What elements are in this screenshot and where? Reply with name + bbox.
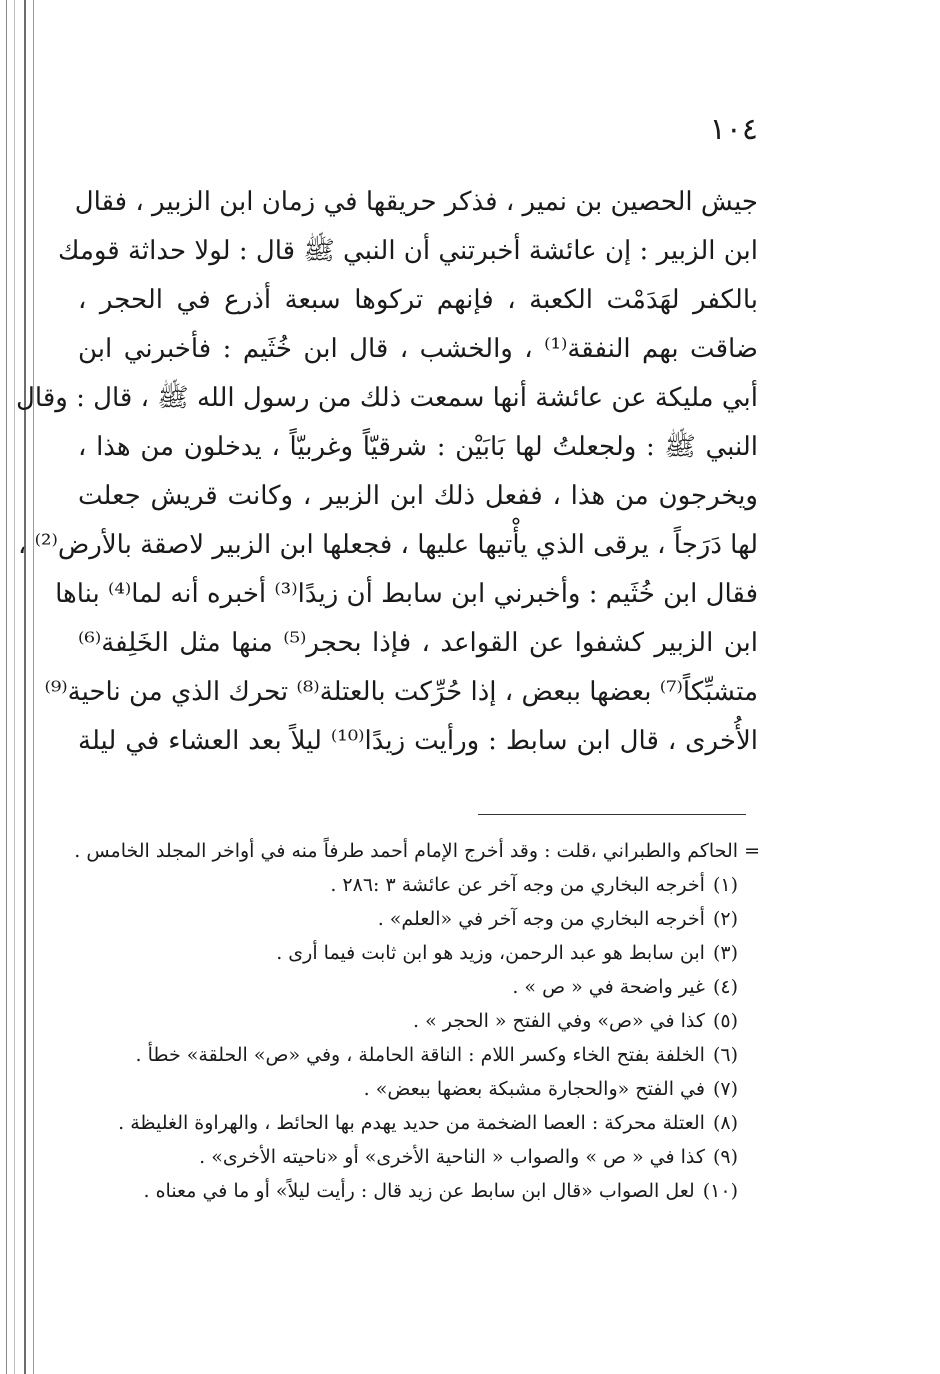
footnote-text: الخلفة بفتح الخاء وكسر اللام : الناقة الحاملة ، وفي «ص» الحلقة» خطأ . <box>135 1044 705 1066</box>
footnote-item <box>78 1038 760 1072</box>
body-line: ضاقت بهم النفقة⁽¹⁾ ، والخشب ، قال ابن خُثَيم : فأخبرني ابن <box>78 334 758 364</box>
footnote-number: (٥) <box>712 1010 738 1032</box>
footnote-text: العتلة محركة : العصا الضخمة من حديد يهدم بها الحائط ، والهراوة الغليظة . <box>118 1112 705 1134</box>
body-text <box>16 178 758 766</box>
footnote-continuation: = الحاكم والطبراني ،قلت : وقد أخرج الإمام أحمد طرفاً منه في أواخر المجلد الخامس . <box>74 840 760 862</box>
body-line: الأُخرى ، قال ابن سابط : ورأيت زيدًا⁽¹⁰⁾ ليلاً بعد العشاء في ليلة <box>78 726 758 756</box>
scan-edge-line <box>24 0 26 1374</box>
body-line: متشبِّكاً⁽⁷⁾ بعضها ببعض ، إذا حُرِّكت بالعتلة⁽⁸⁾ تحرك الذي من ناحية⁽⁹⁾ <box>44 677 758 707</box>
footnote-item <box>78 1072 760 1106</box>
footnote-text: غير واضحة في « ص » . <box>512 976 705 998</box>
body-line: ابن الزبير : إن عائشة أخبرتني أن النبي ﷺ قال : لولا حداثة قومك <box>58 236 758 266</box>
footnote-item <box>78 1174 760 1208</box>
scan-edge-line <box>14 0 15 1374</box>
body-line: بالكفر لهَدَمْت الكعبة ، فإنهم تركوها سبعة أذرع في الحجر ، <box>78 285 758 315</box>
body-line: أبي مليكة عن عائشة أنها سمعت ذلك من رسول الله ﷺ ، قال : وقال <box>16 383 758 413</box>
footnote-number: (٢) <box>712 908 738 930</box>
footnote-text: أخرجه البخاري من وجه آخر في «العلم» . <box>377 908 705 930</box>
body-line: النبي ﷺ : ولجعلتُ لها بَابَيْن : شرقيّاً وغربيّاً ، يدخلون من هذا ، <box>78 432 758 462</box>
body-line: فقال ابن خُثَيم : وأخبرني ابن سابط أن زيدًا⁽³⁾ أخبره أنه لما⁽⁴⁾ بناها <box>55 579 758 609</box>
footnote-number: (٤) <box>712 976 738 998</box>
body-line: لها دَرَجاً ، يرقى الذي يأْتيها عليها ، فجعلها ابن الزبير لاصقة بالأرض⁽²⁾ ، <box>17 530 758 560</box>
footnotes <box>74 834 760 1208</box>
footnote-number: (٧) <box>712 1078 738 1100</box>
footnote-number: (٨) <box>712 1112 738 1134</box>
footnote-item <box>78 1106 760 1140</box>
footnote-item <box>78 936 760 970</box>
footnote-item <box>78 868 760 902</box>
body-line: ابن الزبير كشفوا عن القواعد ، فإذا بحجر⁽⁵⁾ منها مثل الخَلِفة⁽⁶⁾ <box>78 628 758 658</box>
scan-edge-line <box>6 0 7 1374</box>
body-line: ويخرجون من هذا ، ففعل ذلك ابن الزبير ، وكانت قريش جعلت <box>78 481 758 511</box>
footnote-item <box>78 1004 760 1038</box>
footnote-number: (١٠) <box>702 1180 738 1202</box>
footnote-number: (٦) <box>712 1044 738 1066</box>
footnote-text: في الفتح «والحجارة مشبكة بعضها ببعض» . <box>363 1078 705 1100</box>
footnote-number: (٩) <box>712 1146 738 1168</box>
footnote-item <box>78 1140 760 1174</box>
footnote-item <box>78 970 760 1004</box>
footnote-text: كذا في « ص » والصواب « الناحية الأخرى» أو «ناحيته الأخرى» . <box>199 1146 705 1168</box>
footnote-text: كذا في «ص» وفي الفتح « الحجر » . <box>413 1010 705 1032</box>
footnote-item <box>78 902 760 936</box>
scan-edge-line <box>33 0 34 1374</box>
footnote-text: أخرجه البخاري من وجه آخر عن عائشة ٣ :٢٨٦ . <box>330 874 705 896</box>
footnote-divider <box>478 814 746 815</box>
page-number: ١٠٤ <box>709 112 758 147</box>
footnote-number: (١) <box>712 874 738 896</box>
body-line: جيش الحصين بن نمير ، فذكر حريقها في زمان ابن الزبير ، فقال <box>74 187 758 217</box>
footnote-text: لعل الصواب «قال ابن سابط عن زيد قال : رأيت ليلاً» أو ما في معناه . <box>143 1180 695 1202</box>
footnote-number: (٣) <box>712 942 738 964</box>
footnote-text: ابن سابط هو عبد الرحمن، وزيد هو ابن ثابت فيما أرى . <box>276 942 705 964</box>
